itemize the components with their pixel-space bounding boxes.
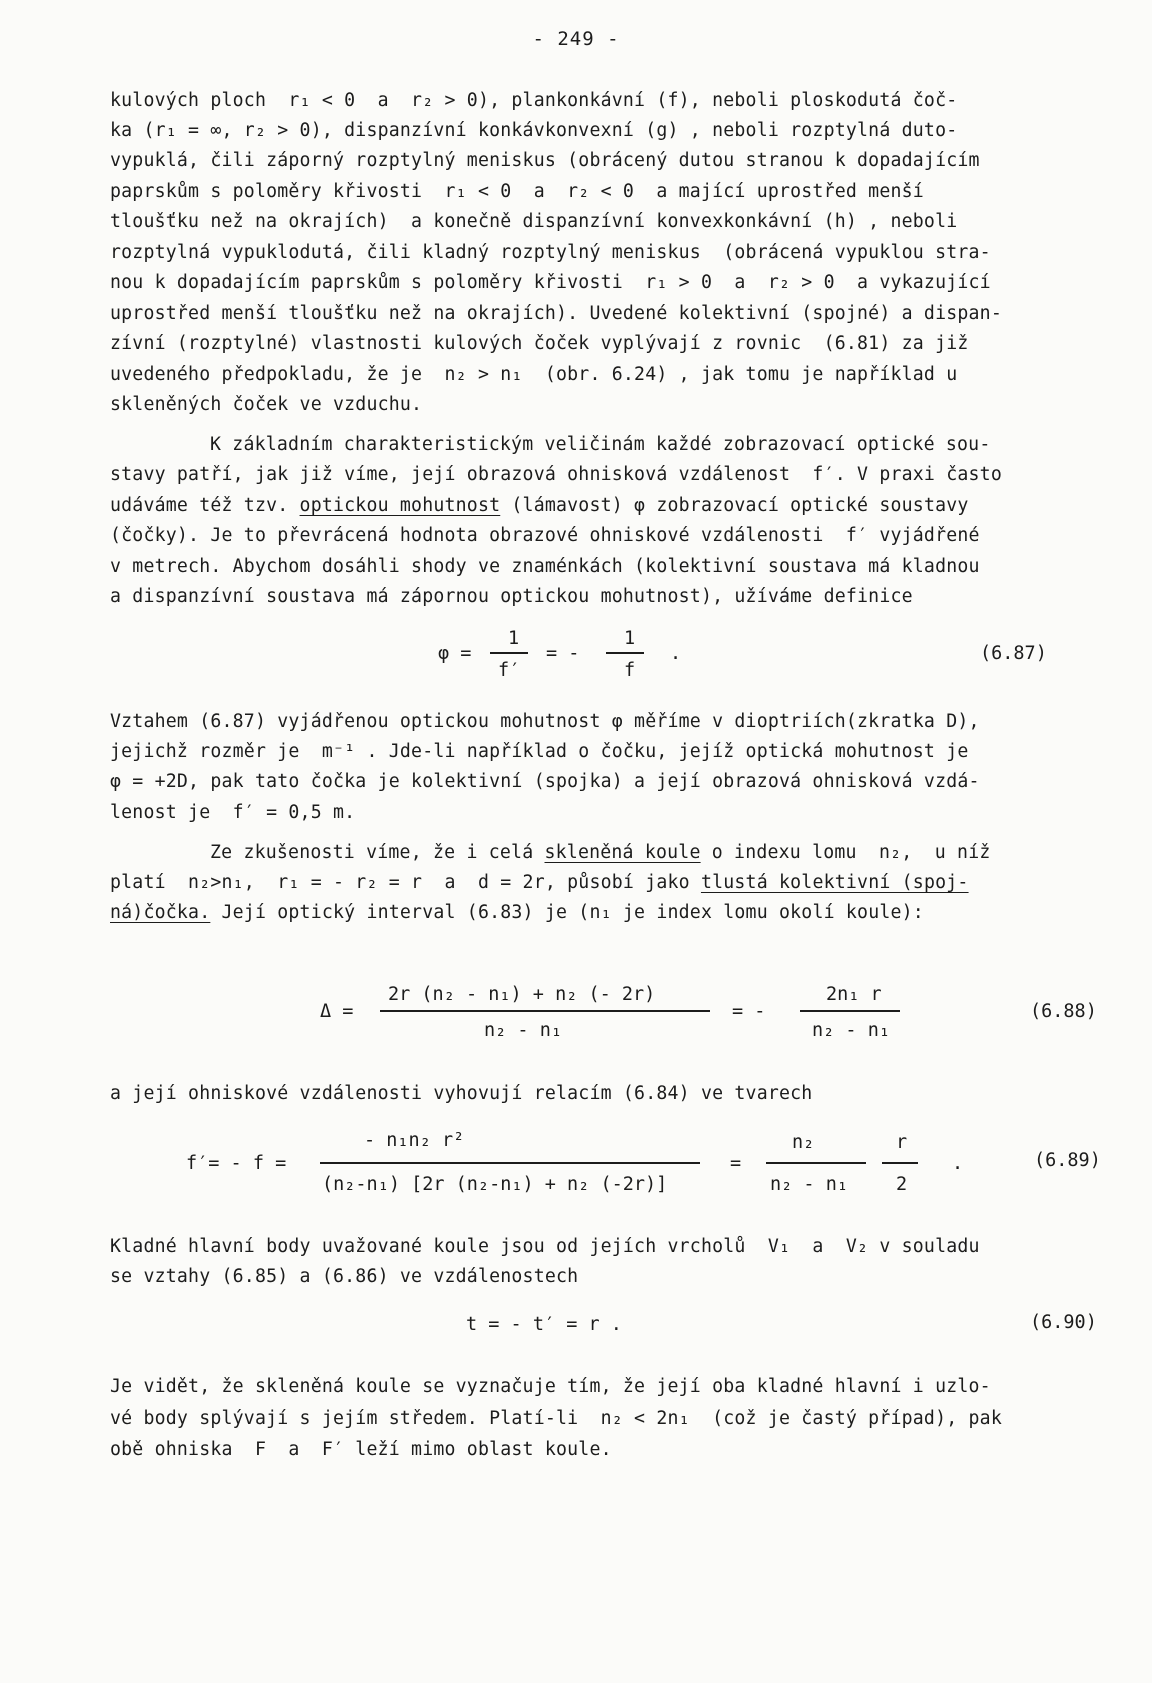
text-span: platí n₂>n₁, r₁ = - r₂ = r a d = 2r, působí jako <box>110 872 701 893</box>
eq-end: . <box>670 643 682 664</box>
term-glass-sphere: skleněná koule <box>544 842 701 863</box>
eq-denominator: (n₂-n₁) [2r (n₂-n₁) + n₂ (-2r)] <box>322 1174 668 1195</box>
text-line: tloušťku než na okrajích) a konečně dispanzívní konvexkonkávní (h) , neboli <box>110 211 958 232</box>
term-optical-power: optickou mohutnost <box>299 495 501 516</box>
page-number: - 249 - <box>532 28 620 50</box>
text-line <box>110 874 969 892</box>
equation-number: (6.89) <box>1034 1150 1101 1171</box>
eq-numerator: r <box>896 1132 908 1153</box>
text-line: nou k dopadajícím paprskům s poloměry křivosti r₁ > 0 a r₂ > 0 a vykazující <box>110 272 991 293</box>
text-span: (lámavost) φ zobrazovací optické soustavy <box>500 495 969 516</box>
eq-operator: = - <box>546 643 580 664</box>
text-line: (čočky). Je to převrácená hodnota obrazové ohniskové vzdálenosti f′ vyjádřené <box>110 525 980 546</box>
text-line: vypuklá, čili záporný rozptylný meniskus (obrácený dutou stranou k dopadajícím <box>110 150 980 171</box>
eq-numerator: 2r (n₂ - n₁) + n₂ (- 2r) <box>388 984 656 1005</box>
text-line: ka (r₁ = ∞, r₂ > 0), dispanzívní konkávkonvexní (g) , neboli rozptylná duto- <box>110 120 958 141</box>
fraction-bar <box>766 1162 866 1164</box>
eq-numerator: n₂ <box>792 1132 815 1153</box>
text-line: a její ohniskové vzdálenosti vyhovují relacím (6.84) ve tvarech <box>110 1083 813 1104</box>
text-span: o indexu lomu n₂, u níž <box>700 842 991 863</box>
equation-number: (6.90) <box>1030 1312 1097 1333</box>
fraction-bar <box>800 1010 900 1012</box>
eq-denominator: f <box>624 660 636 681</box>
equation-number: (6.87) <box>980 643 1047 664</box>
text-line <box>110 904 924 922</box>
eq-lhs: φ = <box>438 643 472 664</box>
text-line: stavy patří, jak již víme, její obrazová ohnisková vzdálenost f′. V praxi často <box>110 464 1002 485</box>
text-line: uprostřed menší tloušťku než na okrajích). Uvedené kolektivní (spojné) a dispan- <box>110 303 1002 324</box>
fraction-bar <box>606 652 644 654</box>
eq-numerator: 1 <box>624 628 636 649</box>
text-line: Je vidět, že skleněná koule se vyznačuje tím, že její oba kladné hlavní i uzlo- <box>110 1376 991 1397</box>
term-thick-lens: tlustá kolektivní (spoj- <box>700 872 969 893</box>
text-line: vé body splývají s jejím středem. Platí-li n₂ < 2n₁ (což je častý případ), pak <box>110 1408 1002 1429</box>
eq-operator: = <box>730 1153 742 1174</box>
eq-denominator: n₂ - n₁ <box>770 1174 848 1195</box>
text-line: φ = +2D, pak tato čočka je kolektivní (spojka) a její obrazová ohnisková vzdá- <box>110 771 980 792</box>
eq-lhs: Δ = <box>320 1001 354 1022</box>
text-line: a dispanzívní soustava má zápornou optickou mohutnost), užíváme definice <box>110 586 913 607</box>
eq-denominator: n₂ - n₁ <box>812 1020 890 1041</box>
text-line: rozptylná vypuklodutá, čili kladný rozptylný meniskus (obrácená vypuklou stra- <box>110 242 991 263</box>
text-line: kulových ploch r₁ < 0 a r₂ > 0), plankonkávní (f), neboli ploskodutá čoč- <box>110 90 958 111</box>
text-line: K základním charakteristickým veličinám každé zobrazovací optické sou- <box>210 434 991 455</box>
eq-denominator: f′ <box>498 660 521 681</box>
text-span: udáváme též tzv. <box>110 495 300 516</box>
eq-numerator: - n₁n₂ r² <box>364 1130 465 1151</box>
fraction-bar <box>380 1010 710 1012</box>
text-line: paprskům s poloměry křivosti r₁ < 0 a r₂ < 0 a mající uprostřed menší <box>110 181 924 202</box>
text-line: Vztahem (6.87) vyjádřenou optickou mohutnost φ měříme v dioptriích(zkratka D), <box>110 711 980 732</box>
fraction-bar <box>490 652 528 654</box>
text-line <box>110 497 969 515</box>
eq-operator: = - <box>732 1001 766 1022</box>
text-line: uvedeného předpokladu, že je n₂ > n₁ (obr. 6.24) , jak tomu je například u <box>110 364 958 385</box>
term-thick-lens-end: ná)čočka. <box>110 902 211 923</box>
text-line: skleněných čoček ve vzduchu. <box>110 394 423 415</box>
equation-number: (6.88) <box>1030 1001 1097 1022</box>
text-line: zívní (rozptylné) vlastnosti kulových čoček vyplývají z rovnic (6.81) za již <box>110 333 969 354</box>
text-line: jejichž rozměr je m⁻¹ . Jde-li například o čočku, jejíž optická mohutnost je <box>110 741 969 762</box>
text-line: Kladné hlavní body uvažované koule jsou od jejích vrcholů V₁ a V₂ v souladu <box>110 1236 980 1257</box>
eq-numerator: 1 <box>508 628 520 649</box>
eq-denominator: n₂ - n₁ <box>484 1020 562 1041</box>
eq-lhs: f′= - f = <box>186 1153 287 1174</box>
equation-body: t = - t′ = r . <box>466 1314 622 1335</box>
fraction-bar <box>320 1162 700 1164</box>
text-line: v metrech. Abychom dosáhli shody ve znaménkách (kolektivní soustava má kladnou <box>110 556 980 577</box>
text-line <box>210 844 991 862</box>
text-line: se vztahy (6.85) a (6.86) ve vzdálenostech <box>110 1266 579 1287</box>
fraction-bar <box>882 1162 918 1164</box>
eq-numerator: 2n₁ r <box>826 984 882 1005</box>
text-line: lenost je f′ = 0,5 m. <box>110 802 356 823</box>
text-span: Ze zkušenosti víme, že i celá <box>210 842 545 863</box>
eq-denominator: 2 <box>896 1174 908 1195</box>
eq-end: . <box>952 1153 964 1174</box>
text-span: Její optický interval (6.83) je (n₁ je index lomu okolí koule): <box>210 902 924 923</box>
text-line: obě ohniska F a F′ leží mimo oblast koule. <box>110 1439 612 1460</box>
